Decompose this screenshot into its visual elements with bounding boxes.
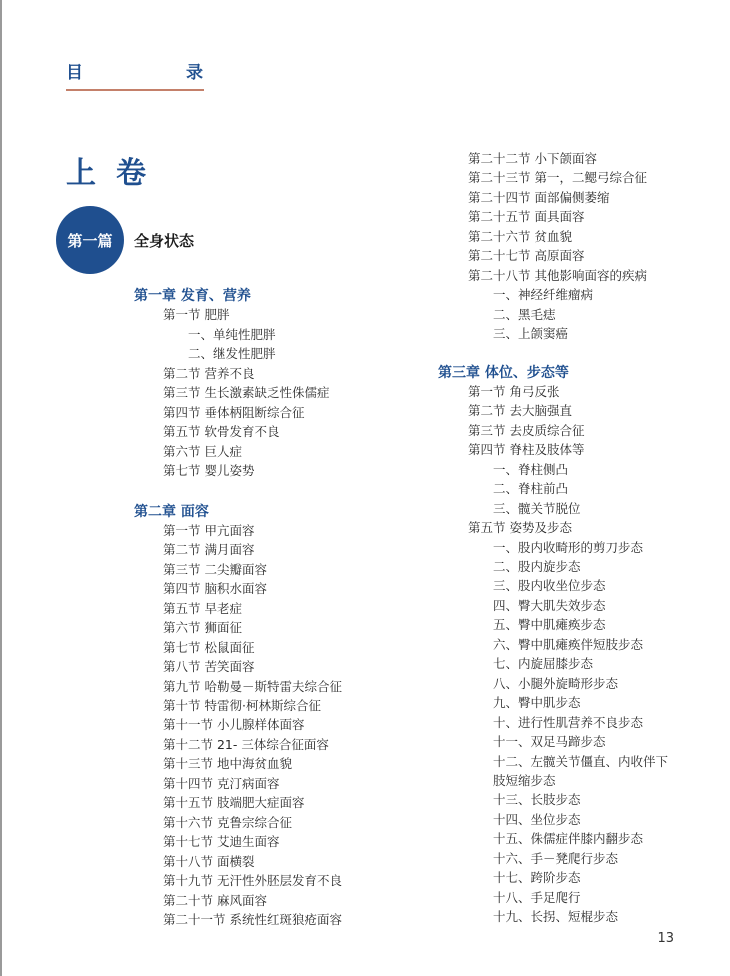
- toc-item: 十七、跨阶步态: [493, 870, 581, 886]
- toc-title-underline: [66, 89, 204, 91]
- toc-section: 第二十节 麻风面容: [163, 892, 267, 908]
- toc-item: 十、进行性肌营养不良步态: [493, 714, 644, 730]
- toc-section: 第三节 二尖瓣面容: [163, 561, 267, 577]
- toc-title-char-2: 录: [186, 63, 203, 83]
- toc-section: 第一节 甲亢面容: [163, 522, 255, 538]
- toc-item: 十九、长拐、短棍步态: [493, 909, 619, 925]
- part-badge: [56, 206, 124, 274]
- toc-section: 第二节 营养不良: [163, 365, 255, 381]
- toc-item: 八、小腿外旋畸形步态: [493, 675, 619, 691]
- toc-section: 第四节 脑积水面容: [163, 581, 267, 597]
- toc-section: 第五节 软骨发育不良: [163, 424, 280, 440]
- toc-section: 第一节 角弓反张: [468, 383, 560, 399]
- toc-item: 六、臀中肌瘫痪伴短肢步态: [493, 636, 644, 652]
- toc-section: 第五节 姿势及步态: [468, 520, 572, 536]
- toc-item: 一、单纯性肥胖: [188, 326, 276, 342]
- toc-item: 十八、手足爬行: [493, 889, 581, 905]
- toc-section: 第九节 哈勒曼－斯特雷夫综合征: [163, 678, 342, 694]
- toc-item: 十六、手－凳爬行步态: [493, 850, 619, 866]
- toc-section: 第二节 去大脑强直: [468, 403, 572, 419]
- toc-chapter: 第三章 体位、步态等: [438, 364, 569, 381]
- part-badge-label: 第一篇: [67, 231, 113, 250]
- toc-item: 一、股内收畸形的剪刀步态: [493, 539, 644, 555]
- toc-item: 二、股内旋步态: [493, 559, 581, 574]
- toc-item: 一、神经纤维瘤病: [493, 287, 594, 303]
- part-title: 全身状态: [134, 232, 195, 250]
- toc-title-char-1: 目: [66, 63, 83, 83]
- toc-section: 第二节 满月面容: [163, 542, 255, 558]
- toc-section: 第一节 肥胖: [163, 307, 230, 323]
- toc-section: 第四节 垂体柄阻断综合征: [163, 404, 305, 420]
- toc-section: 第十四节 克汀病面容: [163, 775, 280, 791]
- toc-item: 十二、左髋关节僵直、内收伴下: [493, 753, 669, 769]
- toc-section: 第十一节 小儿腺样体面容: [163, 717, 305, 733]
- toc-section: 第六节 巨人症: [163, 443, 242, 459]
- toc-item: 七、内旋屈膝步态: [493, 656, 594, 672]
- toc-item: 九、臀中肌步态: [493, 695, 581, 711]
- toc-section: 第三节 去皮质综合征: [468, 422, 585, 438]
- toc-section: 第二十五节 面具面容: [468, 209, 585, 225]
- toc-section: 第十八节 面横裂: [163, 853, 255, 869]
- toc-section: 第十二节 21- 三体综合征面容: [163, 736, 329, 752]
- volume-title: 上卷: [66, 156, 166, 191]
- toc-item: 二、脊柱前凸: [493, 481, 569, 497]
- toc-item: 肢短缩步态: [493, 772, 556, 788]
- toc-item: 五、臀中肌瘫痪步态: [493, 617, 606, 633]
- toc-section: 第二十四节 面部偏侧萎缩: [468, 189, 610, 205]
- toc-section: 第二十八节 其他影响面容的疾病: [468, 267, 647, 283]
- toc-section: 第二十六节 贫血貌: [468, 228, 572, 244]
- toc-section: 第十五节 肢端肥大症面容: [163, 795, 305, 811]
- toc-item: 三、股内收坐位步态: [493, 578, 606, 594]
- toc-item: 十一、双足马蹄步态: [493, 734, 606, 750]
- toc-item: 三、髋关节脱位: [493, 500, 581, 516]
- toc-item: 二、继发性肥胖: [188, 346, 276, 362]
- toc-item: 十五、侏儒症伴膝内翻步态: [493, 831, 644, 847]
- toc-section: 第三节 生长激素缺乏性侏儒症: [163, 385, 330, 401]
- toc-title: [66, 58, 203, 83]
- toc-section: 第二十二节 小下颌面容: [468, 151, 597, 166]
- toc-section: 第七节 婴儿姿势: [163, 463, 255, 479]
- toc-section: 第二十三节 第一，二鳃弓综合征: [468, 170, 647, 186]
- page-number: 13: [657, 931, 674, 946]
- toc-chapter: 第一章 发育、营养: [134, 288, 251, 304]
- toc-section: 第五节 早老症: [163, 600, 242, 616]
- toc-item: 十三、长肢步态: [493, 792, 581, 808]
- toc-item: 二、黑毛痣: [493, 306, 556, 322]
- toc-section: 第十六节 克鲁宗综合征: [163, 814, 292, 830]
- toc-item: 一、脊柱侧凸: [493, 461, 569, 477]
- toc-section: 第二十七节 高原面容: [468, 248, 585, 264]
- toc-section: 第十九节 无汗性外胚层发育不良: [163, 873, 342, 889]
- toc-section: 第十三节 地中海贫血貌: [163, 756, 292, 772]
- toc-section: 第八节 苦笑面容: [163, 659, 255, 675]
- toc-section: 第十七节 艾迪生面容: [163, 834, 280, 850]
- toc-section: 第十节 特雷彻·柯林斯综合征: [163, 698, 321, 713]
- toc-item: 三、上颌窦癌: [493, 326, 569, 342]
- toc-item: 十四、坐位步态: [493, 811, 581, 827]
- toc-section: 第四节 脊柱及肢体等: [468, 442, 585, 458]
- toc-chapter: 第二章 面容: [134, 503, 209, 520]
- toc-section: 第二十一节 系统性红斑狼疮面容: [163, 911, 342, 927]
- page-edge: [0, 0, 2, 976]
- toc-item: 四、臀大肌失效步态: [493, 597, 606, 613]
- toc-section: 第七节 松鼠面征: [163, 639, 255, 655]
- toc-section: 第六节 狮面征: [163, 620, 242, 636]
